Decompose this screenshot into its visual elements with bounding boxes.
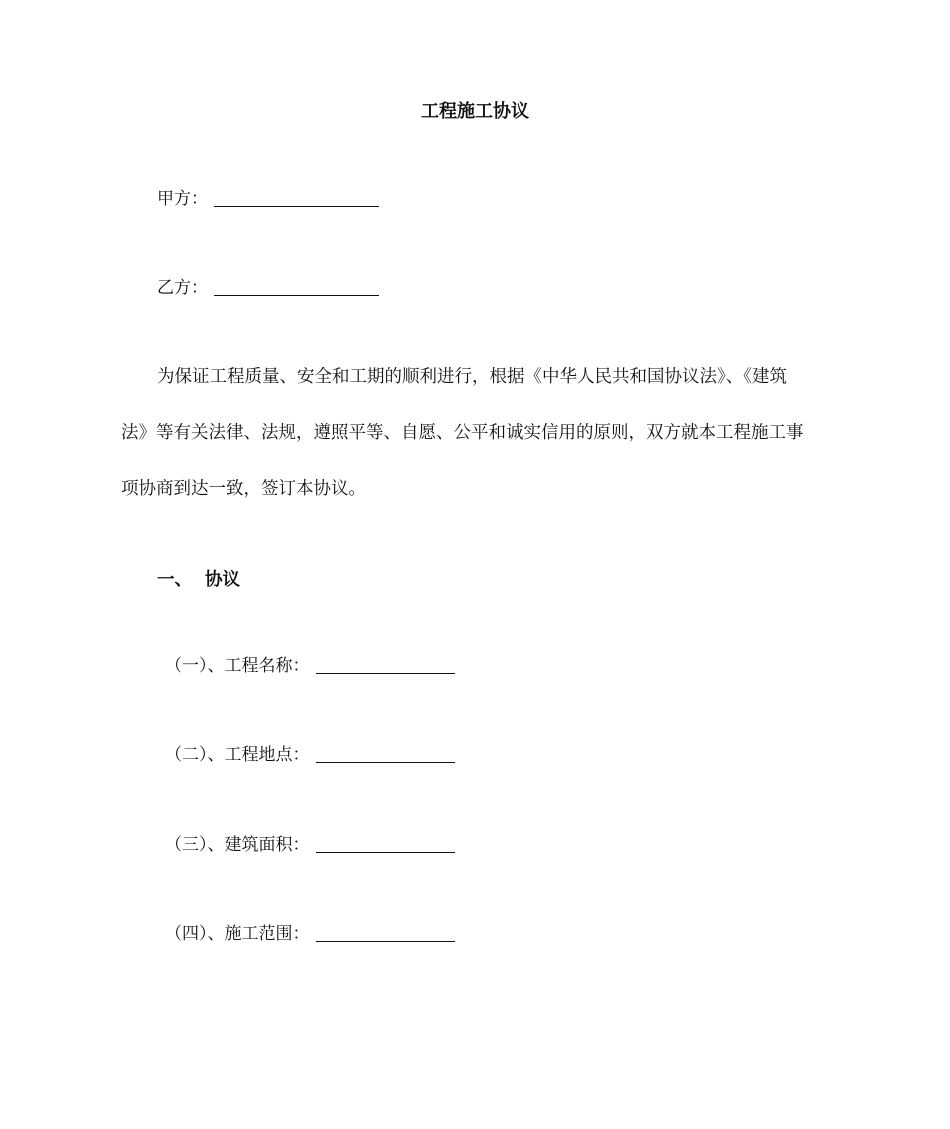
party-b-blank	[214, 294, 379, 296]
document-title: 工程施工协议	[421, 101, 529, 122]
item-project-name	[165, 654, 455, 678]
item-label: （四）、施工范围：	[165, 924, 310, 944]
preamble-line-2: 法》等有关法律、法规，遵照平等、自愿、公平和诚实信用的原则，双方就本工程施工事	[121, 423, 804, 443]
item-blank	[316, 761, 455, 763]
item-blank	[316, 672, 455, 674]
item-construction-scope	[165, 922, 455, 946]
item-blank	[316, 851, 455, 853]
item-label: （三）、建筑面积：	[165, 835, 310, 855]
item-building-area	[165, 833, 455, 857]
section-title: 协议	[205, 570, 240, 590]
section-heading	[157, 566, 240, 591]
item-label: （二）、工程地点：	[165, 745, 310, 765]
party-b-line	[157, 276, 379, 300]
preamble-line-3: 项协商到达一致，签订本协议。	[121, 479, 366, 499]
party-b-label: 乙方：	[157, 278, 208, 298]
item-label: （一）、工程名称：	[165, 656, 310, 676]
party-a-line	[157, 187, 379, 211]
item-blank	[316, 940, 455, 942]
party-a-blank	[214, 205, 379, 207]
party-a-label: 甲方：	[157, 189, 208, 209]
item-project-location	[165, 743, 455, 767]
section-number: 一、	[157, 570, 192, 590]
preamble-line-1: 为保证工程质量、安全和工期的顺利进行，根据《中华人民共和国协议法》、《建筑	[157, 367, 787, 387]
